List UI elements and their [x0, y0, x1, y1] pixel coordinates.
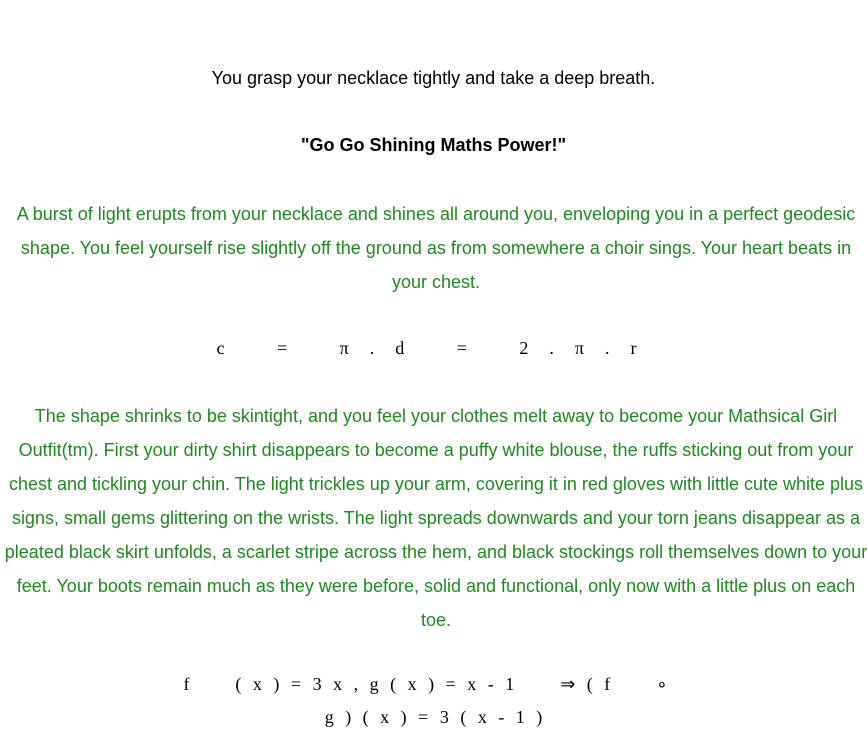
- intro-line: You grasp your necklace tightly and take a deep breath.: [211, 68, 656, 88]
- narration-paragraph-2: The shape shrinks to be skintight, and you feel your clothes melt away to become your Mathsical Girl Outfit(tm). First your dirty shirt disappears to become a puffy white blouse, the ruffs sticking out from your chest and tickling your chin. The light trickles up your arm, covering it in red gloves with little cute white plus signs, small gems glittering on the wrists. The light spreads downwards and your torn jeans disappear as a pleated black skirt unfolds, a scarlet stripe across the hem, and black stockings roll themselves down to your feet. Your boots remain much as they were before, solid and functional, only now with a little plus on each toe.: [4, 406, 867, 630]
- formula-circumference: c = π . d = 2 . π . r: [216, 338, 637, 358]
- narration-paragraph-1: A burst of light erupts from your necklace and shines all around you, enveloping you in a perfect geodesic shape. You feel yourself rise slightly off the ground as from somewhere a choir sings. Your heart beats in your chest.: [16, 204, 856, 292]
- formula-composition-line-1: f ( x ) = 3 x , g ( x ) = x - 1 ⇒ ( f ∘: [183, 674, 668, 694]
- shout-line: "Go Go Shining Maths Power!": [300, 135, 567, 155]
- formula-composition-line-2: g ) ( x ) = 3 ( x - 1 ): [324, 707, 543, 727]
